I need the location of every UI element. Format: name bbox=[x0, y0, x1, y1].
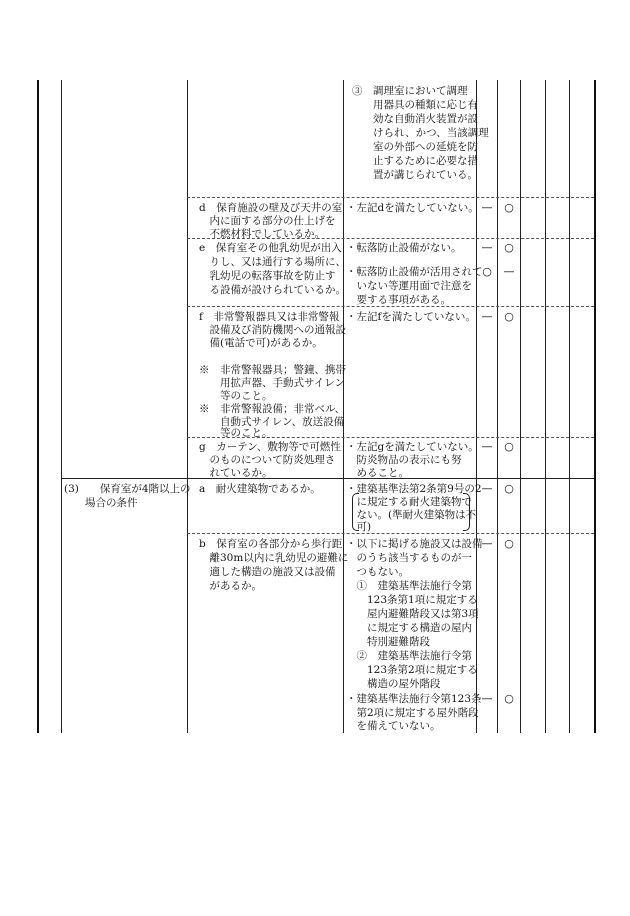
item-e-line: る設備が設けられているか。 bbox=[199, 284, 346, 296]
result-b1-line: 屋内避難階段又は第3項 bbox=[346, 608, 479, 620]
mark-e-1a: — bbox=[481, 241, 493, 254]
result-e2-line: ・転落防止設備が活用されて bbox=[346, 266, 483, 278]
mark-g-2: ○ bbox=[504, 440, 514, 453]
row-separator bbox=[187, 197, 594, 198]
item-e-line: 乳幼児の転落事故を防止す bbox=[199, 270, 336, 282]
col-line-8 bbox=[569, 80, 570, 733]
note-f1-line: 等のこと。 bbox=[199, 390, 273, 402]
result-a-line: に規定する耐火建築物で bbox=[346, 496, 472, 508]
category-3-line: (3) 保育室が4階以上の bbox=[64, 483, 191, 495]
section-separator bbox=[61, 478, 594, 479]
mark-d-2: ○ bbox=[504, 201, 514, 214]
bracket-left bbox=[352, 493, 359, 531]
mark-b-1b: — bbox=[481, 692, 493, 705]
item-b-line: 適した構造の施設又は設備 bbox=[199, 566, 336, 578]
result-e2-line: 要する事項がある。 bbox=[346, 294, 451, 306]
item-b-line: があるか。 bbox=[199, 580, 262, 592]
note-f2-line: ※ 非常警報設備；非常ベル、 bbox=[199, 403, 346, 415]
mark-a-1: — bbox=[481, 482, 493, 495]
col-line-7 bbox=[545, 80, 546, 733]
result-r1-line: けられ、かつ、当該調理 bbox=[352, 127, 489, 139]
mark-e-2b: — bbox=[503, 265, 515, 278]
item-g-line: れているか。 bbox=[199, 467, 273, 479]
result-b1-line: ② 建築基準法施行令第 bbox=[346, 650, 472, 662]
result-e2-line: いない等運用面で注意を bbox=[346, 280, 472, 292]
item-g-line: のものについて防炎処理さ bbox=[199, 454, 336, 466]
result-b1-line: のうち該当するものが一 bbox=[346, 552, 472, 564]
bracket-right bbox=[463, 493, 470, 531]
mark-f-2: ○ bbox=[504, 310, 514, 323]
item-b-line: b 保育室の各部分から歩行距 bbox=[199, 538, 343, 550]
result-r1-line: 止するために必要な措 bbox=[352, 155, 478, 167]
result-g-line: めること。 bbox=[346, 467, 409, 479]
result-b1-line: 特別避難階段 bbox=[346, 636, 430, 648]
col-line-6 bbox=[520, 80, 521, 733]
item-d-line: 内に面する部分の仕上げを bbox=[199, 215, 336, 227]
item-d-line: d 保育施設の壁及び天井の室 bbox=[199, 202, 343, 214]
note-f2-line: 自動式サイレン、放送設備 bbox=[199, 416, 345, 428]
item-e-line: りし、又は通行する場所に、 bbox=[199, 256, 346, 268]
mark-f-1: — bbox=[481, 310, 493, 323]
result-a-line: ・建築基準法第2条第9号の2 bbox=[346, 483, 482, 495]
result-r1-line: 室の外部への延焼を防 bbox=[352, 141, 478, 153]
result-f-line: ・左記fを満たしていない。 bbox=[346, 311, 476, 323]
table-right-border bbox=[594, 80, 596, 733]
item-d-line: 不燃材料でしているか。 bbox=[199, 228, 325, 240]
result-b1-line: 123条第2項に規定する bbox=[346, 664, 478, 676]
mark-b-1a: — bbox=[481, 537, 493, 550]
item-e-line: e 保育室その他乳幼児が出入 bbox=[199, 242, 342, 254]
col-line-2 bbox=[187, 80, 188, 733]
result-b1-line: つもない。 bbox=[346, 566, 409, 578]
note-f1-line: 用拡声器、手動式サイレン bbox=[199, 377, 346, 389]
mark-e-2a: ○ bbox=[504, 241, 514, 254]
row-separator bbox=[187, 533, 594, 534]
result-r1-line: 効な自動消火装置が設 bbox=[352, 113, 478, 125]
mark-g-1: — bbox=[481, 440, 493, 453]
result-r1-line: ③ 調理室において調理 bbox=[352, 85, 468, 97]
item-g-line: g カーテン、敷物等で可燃性 bbox=[199, 441, 341, 453]
result-b1-line: 123条第1項に規定する bbox=[346, 594, 478, 606]
item-f-line: 備(電話で可)があるか。 bbox=[199, 337, 323, 349]
note-f2-line: 等のこと。 bbox=[199, 427, 273, 439]
result-b1-line: ① 建築基準法施行令第 bbox=[346, 580, 472, 592]
mark-b-2b: ○ bbox=[504, 692, 514, 705]
mark-a-2: ○ bbox=[504, 482, 514, 495]
result-b2-line: 第2項に規定する屋外階段 bbox=[346, 707, 479, 719]
item-b-line: 離30m以内に乳幼児の避難に bbox=[199, 552, 349, 564]
result-g-line: 防炎物品の表示にも努 bbox=[346, 454, 462, 466]
result-d-line: ・左記dを満たしていない。 bbox=[346, 202, 479, 214]
mark-b-2a: ○ bbox=[504, 537, 514, 550]
item-f-line: f 非常警報器具又は非常警報 bbox=[199, 311, 340, 323]
result-e1-line: ・転落防止設備がない。 bbox=[346, 242, 462, 254]
col-line-1 bbox=[61, 80, 62, 733]
item-f-line: 設備及び消防機関への通報設 bbox=[199, 324, 346, 336]
mark-d-1: — bbox=[481, 201, 493, 214]
item-a-line: a 耐火建築物であるか。 bbox=[199, 483, 321, 495]
result-b1-line: に規定する構造の屋内 bbox=[346, 622, 472, 634]
result-a-line: ない。(準耐火建築物は不 bbox=[346, 509, 477, 521]
result-r1-line: 用器具の種類に応じ有 bbox=[352, 99, 478, 111]
result-b1-line: ・以下に掲げる施設又は設備 bbox=[346, 538, 483, 550]
table-left-border bbox=[37, 80, 39, 733]
result-a-line: 可) bbox=[346, 521, 372, 533]
result-b2-line: ・建築基準法施行令第123条 bbox=[346, 693, 482, 705]
result-b2-line: を備えていない。 bbox=[346, 720, 441, 732]
mark-e-1b: ○ bbox=[482, 265, 492, 278]
category-3-line: 場合の条件 bbox=[64, 497, 138, 509]
col-line-5 bbox=[497, 80, 498, 733]
result-b1-line: 構造の屋外階段 bbox=[346, 678, 441, 690]
result-g-line: ・左記gを満たしていない。 bbox=[346, 441, 479, 453]
result-r1-line: 置が講じられている。 bbox=[352, 169, 478, 181]
note-f1-line: ※ 非常警報器具；警鐘、携帯 bbox=[199, 364, 346, 376]
